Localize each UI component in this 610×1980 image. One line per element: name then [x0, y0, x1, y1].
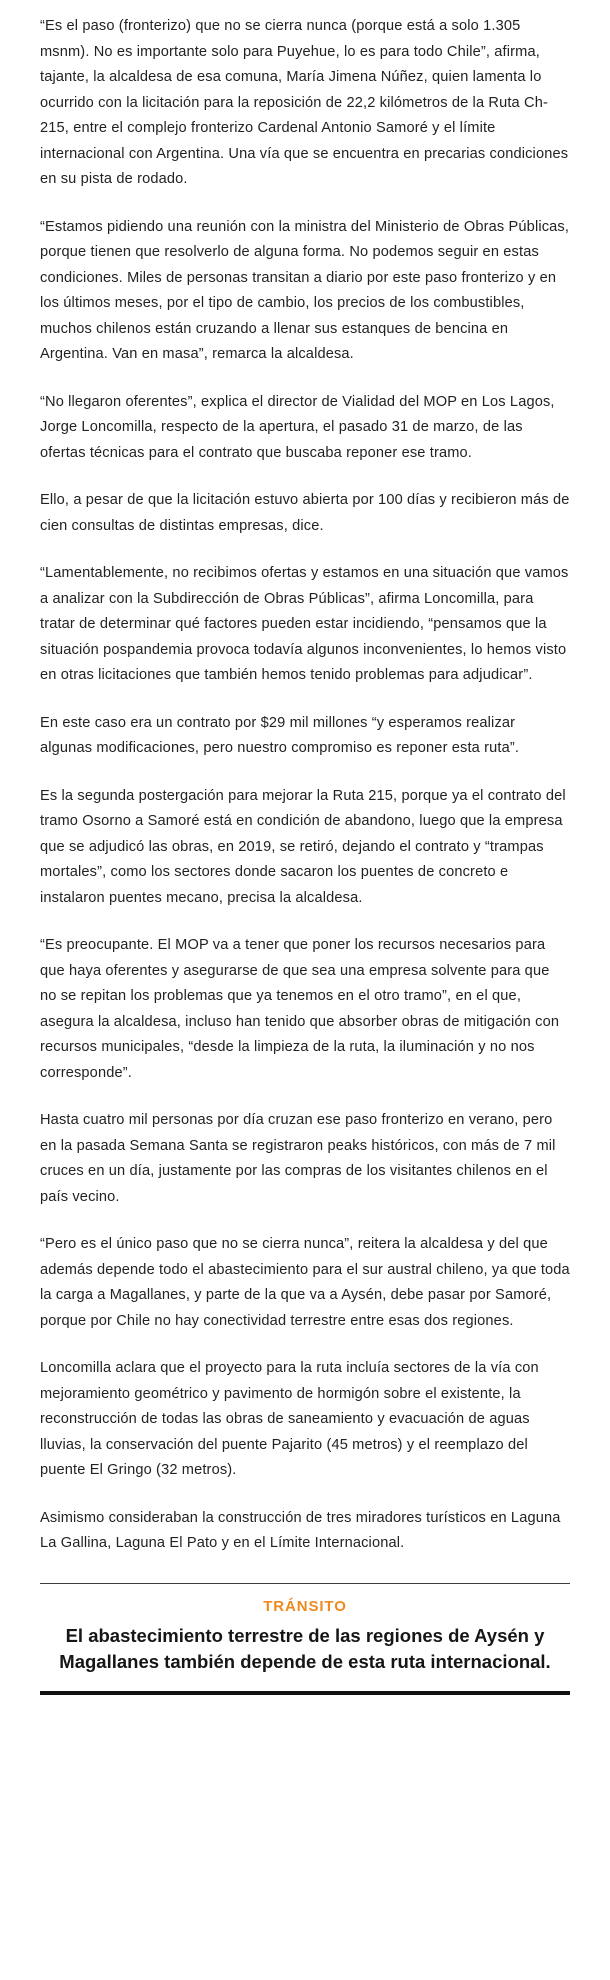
article-paragraph: Hasta cuatro mil personas por día cruzan ese paso fronterizo en verano, pero en la pasada Semana Santa se registraron peaks históricos, con más de 7 mil cruces en un día, justamente por las compras de los visitantes chilenos en el país vecino. [40, 1112, 556, 1205]
pullquote-block [40, 1583, 570, 1695]
article-paragraph: “Es preocupante. El MOP va a tener que poner los recursos necesarios para que haya oferentes y asegurarse de que sea una empresa solvente para que no se repitan los problemas que ya tenemos en el otro tramo”, en el que, asegura la alcaldesa, incluso han tenido que absorber obras de mitigación con recursos municipales, “desde la limpieza de la ruta, la iluminación y no nos corresponde”. [40, 937, 560, 1081]
article-paragraph: En este caso era un contrato por $29 mil millones “y esperamos realizar algunas modificaciones, pero nuestro compromiso es reponer esta ruta”. [40, 714, 520, 756]
pullquote-kicker: TRÁNSITO [263, 1597, 347, 1615]
pullquote-top-divider [40, 1583, 570, 1584]
article-paragraph: Loncomilla aclara que el proyecto para la ruta incluía sectores de la vía con mejoramiento geométrico y pavimento de hormigón sobre el existente, la reconstrucción de todas las obras de saneamiento y evacuación de aguas lluvias, la conservación del puente Pajarito (45 metros) y el reemplazo del puente El Gringo (32 metros). [40, 1360, 539, 1478]
article-paragraph: “Estamos pidiendo una reunión con la ministra del Ministerio de Obras Públicas, porque tienen que resolverlo de alguna forma. No podemos seguir en estas condiciones. Miles de personas transitan a diario por este paso fronterizo y en los últimos meses, por el tipo de cambio, los precios de los combustibles, muchos chilenos están cruzando a llenar sus estanques de bencina en Argentina. Van en masa”, remarca la alcaldesa. [40, 218, 570, 362]
article-paragraph: Ello, a pesar de que la licitación estuvo abierta por 100 días y recibieron más de cien consultas de distintas empresas, dice. [40, 492, 570, 534]
article-paragraph: “Pero es el único paso que no se cierra nunca”, reitera la alcaldesa y del que además depende todo el abastecimiento para el sur austral chileno, ya que toda la carga a Magallanes, y parte de la que va a Aysén, debe pasar por Samoré, porque por Chile no hay conectividad terrestre entre esas dos regiones. [40, 1236, 570, 1329]
article-paragraph: Es la segunda postergación para mejorar la Ruta 215, porque ya el contrato del tramo Osorno a Samoré está en condición de abandono, luego que la empresa que se adjudicó las obras, en 2019, se retiró, dejando el contrato y “trampas mortales”, como los sectores donde sacaron los puentes de concreto e instalaron puentes mecano, precisa la alcaldesa. [40, 787, 566, 906]
article-paragraph: “Es el paso (fronterizo) que no se cierra nunca (porque está a solo 1.305 msnm). No es importante solo para Puyehue, lo es para todo Chile”, afirma, tajante, la alcaldesa de esa comuna, María Jimena Núñez, quien lamenta lo ocurrido con la licitación para la reposición de 22,2 kilómetros de la Ruta Ch-215, entre el complejo fronterizo Cardenal Antonio Samoré y el límite internacional con Argentina. Una vía que se encuentra en precarias condiciones en su pista de rodado. [40, 18, 569, 187]
pullquote-bottom-divider [40, 1691, 570, 1695]
pullquote-text: El abastecimiento terrestre de las regiones de Aysén y Magallanes también depende de esta ruta internacional. [59, 1624, 551, 1672]
article-paragraph: “Lamentablemente, no recibimos ofertas y estamos en una situación que vamos a analizar con la Subdirección de Obras Públicas”, afirma Loncomilla, para tratar de determinar qué factores pueden estar incidiendo, “pensamos que la situación pospandemia provoca todavía algunos inconvenientes, lo hemos visto en otras licitaciones que también hemos tenido problemas para adjudicar”. [40, 565, 569, 683]
article-paragraph: Asimismo consideraban la construcción de tres miradores turísticos en Laguna La Gallina, Laguna El Pato y en el Límite Internacional. [40, 1509, 561, 1551]
article-paragraph: “No llegaron oferentes”, explica el director de Vialidad del MOP en Los Lagos, Jorge Loncomilla, respecto de la apertura, el pasado 31 de marzo, de las ofertas técnicas para el contrato que buscaba reponer ese tramo. [40, 393, 555, 461]
